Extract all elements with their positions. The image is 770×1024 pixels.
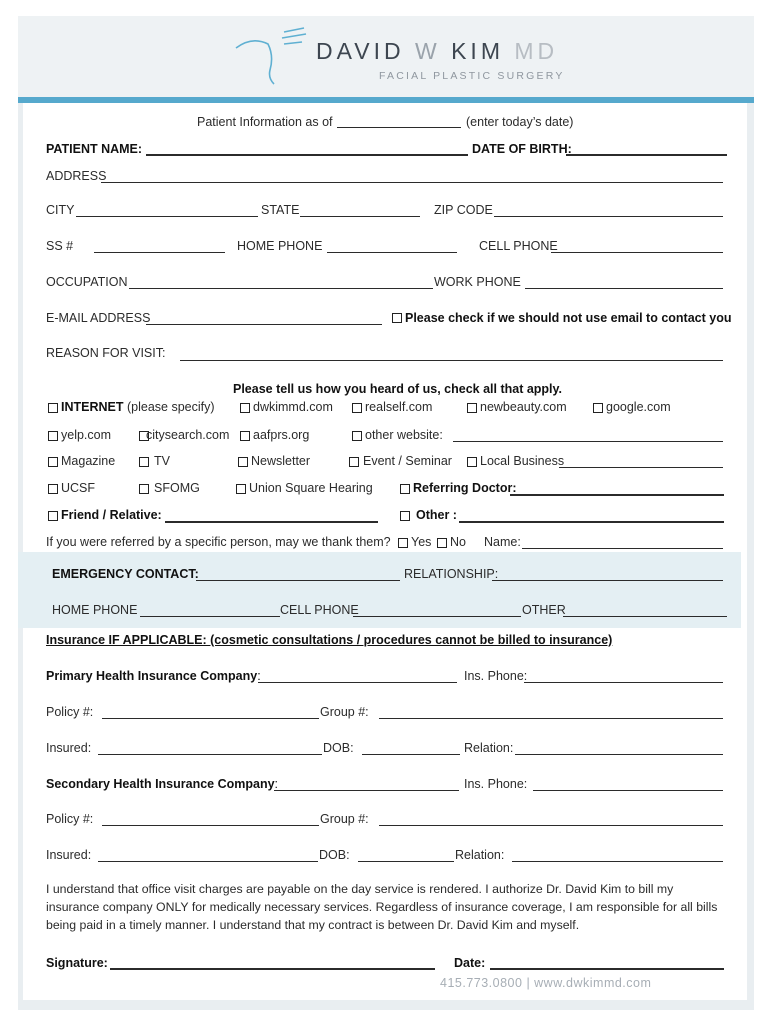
- magazine-checkbox[interactable]: [48, 457, 58, 467]
- ss-label: SS #: [46, 239, 74, 253]
- occupation-field[interactable]: [129, 288, 433, 289]
- secondary-insurance-field[interactable]: [274, 790, 459, 791]
- sfomg-label: SFOMG: [154, 481, 200, 495]
- emergency-home-phone-field[interactable]: [140, 616, 280, 617]
- primary-relation-label: Relation:: [464, 741, 514, 755]
- ucsf-label: UCSF: [61, 481, 96, 495]
- reason-label: REASON FOR VISIT:: [46, 346, 166, 360]
- local-business-label: Local Business: [480, 454, 565, 468]
- email-field[interactable]: [146, 324, 382, 325]
- citysearch-label: citysearch.com: [146, 428, 230, 442]
- face-profile-logo-icon: [234, 26, 314, 86]
- secondary-policy-label: Policy #:: [46, 812, 94, 826]
- insurance-heading: Insurance IF APPLICABLE: (cosmetic consultations / procedures cannot be billed to insurance): [46, 633, 613, 647]
- ss-field[interactable]: [94, 252, 225, 253]
- primary-relation-field[interactable]: [515, 754, 723, 755]
- secondary-dob-label: DOB:: [319, 848, 350, 862]
- date-field[interactable]: [490, 968, 724, 970]
- newsletter-label: Newsletter: [251, 454, 311, 468]
- primary-policy-field[interactable]: [102, 718, 319, 719]
- secondary-insured-label: Insured:: [46, 848, 92, 862]
- internet-note: (please specify): [127, 400, 215, 414]
- emergency-other-field[interactable]: [563, 616, 727, 617]
- newbeauty-checkbox[interactable]: [467, 403, 477, 413]
- logo-wordmark: DAVID W KIM MD: [316, 38, 559, 64]
- primary-insured-label: Insured:: [46, 741, 92, 755]
- realself-checkbox[interactable]: [352, 403, 362, 413]
- emergency-relationship-field[interactable]: [492, 580, 723, 581]
- referrer-name-label: Name:: [484, 535, 521, 549]
- yelp-checkbox[interactable]: [48, 431, 58, 441]
- tv-checkbox[interactable]: [139, 457, 149, 467]
- magazine-label: Magazine: [61, 454, 116, 468]
- emergency-home-phone-label: HOME PHONE: [52, 603, 138, 617]
- tv-label: TV: [154, 454, 170, 468]
- referrer-name-field[interactable]: [522, 548, 723, 549]
- home-phone-field[interactable]: [327, 252, 457, 253]
- city-label: CITY: [46, 203, 75, 217]
- yelp-label: yelp.com: [61, 428, 112, 442]
- thank-question: If you were referred by a specific person, may we thank them?: [46, 535, 391, 549]
- thank-yes-label: Yes: [411, 535, 432, 549]
- primary-insurance-label: Primary Health Insurance Company: [46, 669, 258, 683]
- city-field[interactable]: [76, 216, 258, 217]
- referring-doctor-checkbox[interactable]: [400, 484, 410, 494]
- emergency-cell-phone-field[interactable]: [353, 616, 521, 617]
- cell-phone-label: CELL PHONE: [479, 239, 558, 253]
- occupation-label: OCCUPATION: [46, 275, 128, 289]
- ucsf-checkbox[interactable]: [48, 484, 58, 494]
- other-label: Other :: [416, 508, 457, 522]
- work-phone-field[interactable]: [525, 288, 723, 289]
- date-label: Date:: [454, 956, 486, 970]
- event-checkbox[interactable]: [349, 457, 359, 467]
- google-label: google.com: [606, 400, 671, 414]
- secondary-policy-field[interactable]: [102, 825, 319, 826]
- reason-field[interactable]: [180, 360, 723, 361]
- newbeauty-label: newbeauty.com: [480, 400, 567, 414]
- logo-subtitle: FACIAL PLASTIC SURGERY: [379, 70, 565, 82]
- other-field[interactable]: [459, 521, 724, 523]
- secondary-group-label: Group #:: [320, 812, 369, 826]
- emergency-cell-phone-label: CELL PHONE: [280, 603, 359, 617]
- state-field[interactable]: [300, 216, 420, 217]
- secondary-relation-label: Relation:: [455, 848, 505, 862]
- other-checkbox[interactable]: [400, 511, 410, 521]
- address-label: ADDRESS: [46, 169, 107, 183]
- zip-field[interactable]: [494, 216, 723, 217]
- emergency-other-label: OTHER: [522, 603, 566, 617]
- intro-prefix: Patient Information as of: [197, 115, 333, 129]
- referral-heading: Please tell us how you heard of us, check all that apply.: [233, 382, 563, 396]
- home-phone-label: HOME PHONE: [237, 239, 323, 253]
- cell-phone-field[interactable]: [551, 252, 723, 253]
- emergency-contact-field[interactable]: [196, 580, 400, 581]
- primary-dob-field[interactable]: [362, 754, 460, 755]
- friend-checkbox[interactable]: [48, 511, 58, 521]
- local-business-field[interactable]: [559, 467, 723, 468]
- secondary-ins-phone-field[interactable]: [533, 790, 723, 791]
- dwkimmd-checkbox[interactable]: [240, 403, 250, 413]
- realself-label: realself.com: [365, 400, 433, 414]
- billing-agreement-text: I understand that office visit charges are payable on the day service is rendered. I authorize Dr. David Kim to bill my insurance company ONLY for medically necessary services. Regardless of insurance coverage, I am responsible for all bills being paid in a timely manner. I understand that my contract is between Dr. David Kim and myself.: [46, 882, 718, 932]
- dob-field[interactable]: [566, 154, 727, 156]
- form-sheet: [23, 102, 747, 1000]
- friend-label: Friend / Relative:: [61, 508, 162, 522]
- patient-name-field[interactable]: [146, 154, 468, 156]
- signature-label: Signature:: [46, 956, 108, 970]
- email-optout-label: Please check if we should not use email to contact you: [405, 311, 732, 325]
- google-checkbox[interactable]: [593, 403, 603, 413]
- primary-insured-field[interactable]: [98, 754, 322, 755]
- dob-label: DATE OF BIRTH:: [472, 142, 572, 156]
- referring-doctor-field[interactable]: [510, 494, 724, 496]
- email-optout-checkbox[interactable]: [392, 313, 402, 323]
- thank-no-label: No: [450, 535, 466, 549]
- secondary-insured-field[interactable]: [98, 861, 318, 862]
- newsletter-checkbox[interactable]: [238, 457, 248, 467]
- union-square-checkbox[interactable]: [236, 484, 246, 494]
- emergency-relationship-label: RELATIONSHIP:: [404, 567, 499, 581]
- primary-group-field[interactable]: [379, 718, 723, 719]
- thank-no-checkbox[interactable]: [437, 538, 447, 548]
- aafprs-label: aafprs.org: [253, 428, 310, 442]
- patient-name-label: PATIENT NAME:: [46, 142, 143, 156]
- secondary-ins-phone-label: Ins. Phone:: [464, 777, 528, 791]
- dwkimmd-label: dwkimmd.com: [253, 400, 333, 414]
- internet-label: INTERNET: [61, 400, 124, 414]
- sfomg-checkbox[interactable]: [139, 484, 149, 494]
- email-label: E-MAIL ADDRESS: [46, 311, 151, 325]
- friend-field[interactable]: [165, 521, 378, 523]
- letterhead-rule: [18, 97, 754, 103]
- primary-insurance-field[interactable]: [258, 682, 457, 683]
- emergency-contact-label: EMERGENCY CONTACT:: [52, 567, 199, 581]
- internet-checkbox[interactable]: [48, 403, 58, 413]
- intro-suffix: (enter today’s date): [466, 115, 574, 129]
- secondary-relation-field[interactable]: [512, 861, 723, 862]
- secondary-dob-field[interactable]: [358, 861, 454, 862]
- primary-policy-label: Policy #:: [46, 705, 94, 719]
- secondary-insurance-label: Secondary Health Insurance Company: [46, 777, 275, 791]
- zip-label: ZIP CODE: [434, 203, 493, 217]
- union-square-label: Union Square Hearing: [249, 481, 373, 495]
- signature-field[interactable]: [110, 968, 435, 970]
- event-label: Event / Seminar: [363, 454, 452, 468]
- primary-dob-label: DOB:: [323, 741, 354, 755]
- primary-ins-phone-label: Ins. Phone:: [464, 669, 528, 683]
- today-date-field[interactable]: [337, 127, 461, 128]
- other-website-field[interactable]: [453, 441, 723, 442]
- state-label: STATE: [261, 203, 300, 217]
- primary-ins-phone-field[interactable]: [524, 682, 723, 683]
- thank-yes-checkbox[interactable]: [398, 538, 408, 548]
- address-field[interactable]: [101, 182, 723, 183]
- aafprs-checkbox[interactable]: [240, 431, 250, 441]
- work-phone-label: WORK PHONE: [434, 275, 521, 289]
- primary-group-label: Group #:: [320, 705, 369, 719]
- other-website-checkbox[interactable]: [352, 431, 362, 441]
- local-business-checkbox[interactable]: [467, 457, 477, 467]
- secondary-group-field[interactable]: [379, 825, 723, 826]
- referring-doctor-label: Referring Doctor:: [413, 481, 517, 495]
- other-website-label: other website:: [365, 428, 443, 442]
- footer-contact: 415.773.0800 | www.dwkimmd.com: [440, 976, 652, 990]
